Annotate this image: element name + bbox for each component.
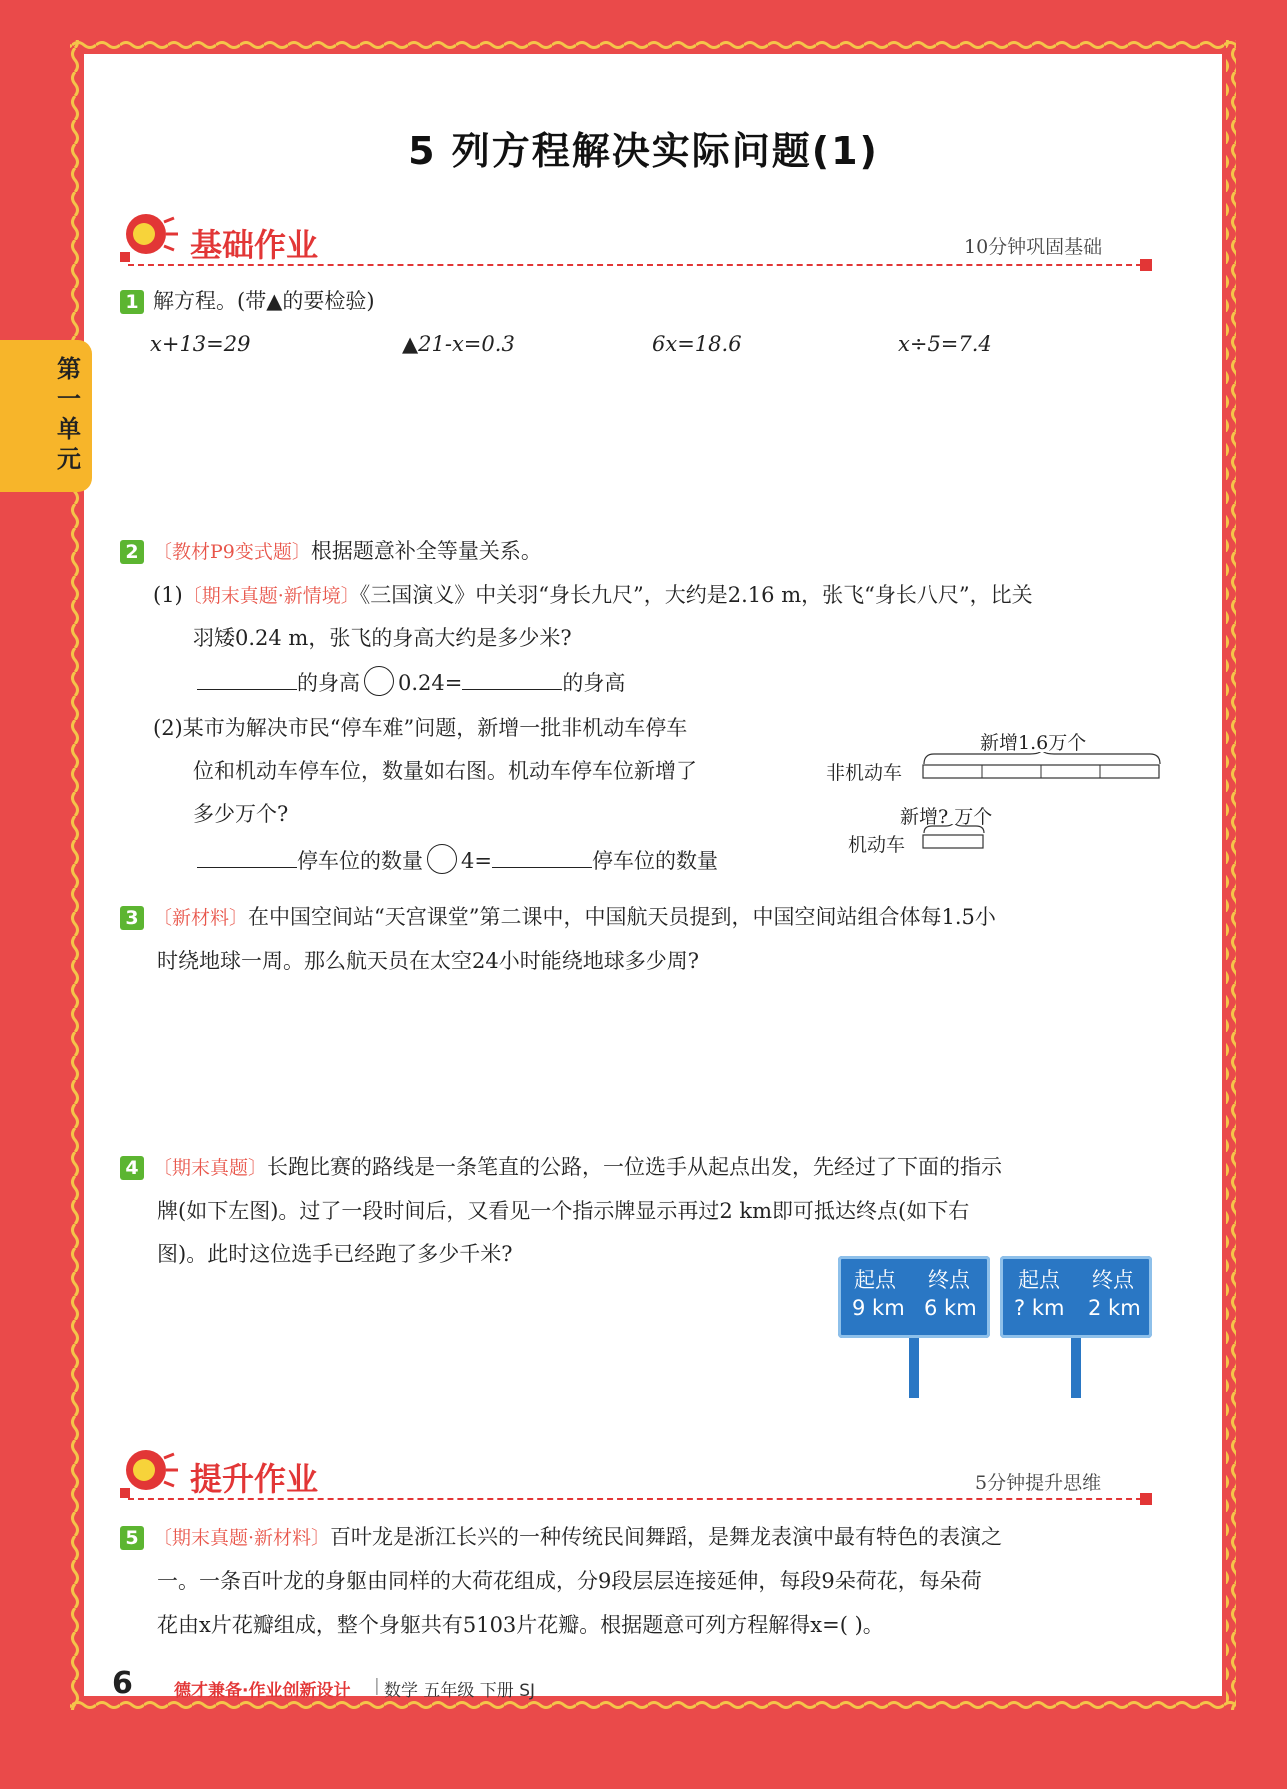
q1-equation-4: x÷5=7.4: [898, 332, 992, 356]
q3-tag: 〔新材料〕: [153, 907, 249, 929]
q4-line2: 牌(如下左图)。过了一段时间后，又看见一个指示牌显示再过2 km即可抵达终点(如下右: [157, 1199, 970, 1223]
q3-line1: 在中国空间站“天宫课堂”第二课中，中国航天员提到，中国空间站组合体每1.5小: [248, 905, 996, 929]
q1-equation-1: x+13=29: [150, 332, 251, 356]
q2-p2-line3: 多少万个?: [193, 802, 289, 826]
blank[interactable]: [197, 667, 297, 690]
q1-prompt: 解方程。(带▲的要检验): [153, 289, 375, 313]
q4-line1: 长跑比赛的路线是一条笔直的公路，一位选手从起点出发，先经过了下面的指示: [267, 1155, 1003, 1179]
sign-right-post: [1071, 1338, 1081, 1398]
sign-right-start-value: ? km: [1014, 1296, 1065, 1320]
diagram-row2-label: 机动车: [848, 834, 906, 856]
q2-p2-line2: 位和机动车停车位，数量如右图。机动车停车位新增了: [193, 759, 697, 783]
question-number-3: 3: [120, 906, 144, 930]
question-number-2: 2: [120, 540, 144, 564]
operator-circle[interactable]: [427, 844, 457, 874]
unit-tab-label: 第一单元: [57, 355, 81, 473]
sign-left-end: 终点: [928, 1268, 970, 1292]
q5-tag: 〔期末真题·新材料〕: [153, 1527, 331, 1549]
section-advanced-divider: [128, 1498, 1152, 1500]
q5-line3: 花由x片花瓣组成，整个身躯共有5103片花瓣。根据题意可列方程解得x=( )。: [157, 1613, 884, 1637]
q2-p1-tag: 〔期末真题·新情境〕: [182, 585, 360, 607]
bar-motor: [922, 834, 986, 850]
sign-right-end-value: 2 km: [1088, 1296, 1141, 1320]
q2-p1-line1: 《三国演义》中关羽“身长九尺”，大约是2.16 m，张飞“身长八尺”，比关: [359, 583, 1033, 607]
diagram-row2-top-label: 新增? 万个: [900, 806, 993, 828]
sign-left-post: [909, 1338, 919, 1398]
q5-line2: 一。一条百叶龙的身躯由同样的大荷花组成，分9段层层连接延伸，每段9朵荷花，每朵荷: [157, 1569, 982, 1593]
megaphone-icon: [118, 208, 182, 264]
q3-line2: 时绕地球一周。那么航天员在太空24小时能绕地球多少周?: [157, 949, 699, 973]
bar-non-motor: [922, 764, 1162, 780]
footer-separator: |: [374, 1676, 380, 1696]
question-number-1: 1: [120, 290, 144, 314]
divider-end-marker: [1140, 259, 1152, 271]
q2-prompt: 根据题意补全等量关系。: [310, 539, 542, 563]
footer-brand: 德才兼备·作业创新设计: [174, 1681, 351, 1701]
q1-equation-2: ▲21-x=0.3: [402, 332, 515, 356]
sign-left-start-value: 9 km: [852, 1296, 905, 1320]
operator-circle[interactable]: [364, 666, 394, 696]
q2-tag: 〔教材P9变式题〕: [153, 541, 311, 563]
q2-p2-line1: (2)某市为解决市民“停车难”问题，新增一批非机动车停车: [153, 716, 688, 740]
page-number: 6: [112, 1666, 133, 1701]
q5-line1: 百叶龙是浙江长兴的一种传统民间舞蹈，是舞龙表演中最有特色的表演之: [330, 1525, 1003, 1549]
unit-tab: [0, 340, 92, 492]
section-advanced-title: 提升作业: [190, 1460, 319, 1498]
section-advanced-note: 5分钟提升思维: [975, 1472, 1102, 1494]
blank[interactable]: [462, 667, 562, 690]
sign-right-start: 起点: [1018, 1268, 1060, 1292]
question-number-4: 4: [120, 1156, 144, 1180]
diagram-row1-label: 非机动车: [826, 762, 903, 784]
section-basic-title: 基础作业: [190, 226, 319, 264]
megaphone-icon: [118, 1444, 182, 1500]
sign-left: [838, 1256, 990, 1338]
question-number-5: 5: [120, 1526, 144, 1550]
q4-tag: 〔期末真题〕: [153, 1157, 268, 1179]
q2-p2-fill: 停车位的数量 4= 停车位的数量: [197, 840, 718, 883]
divider-end-marker: [1140, 1493, 1152, 1505]
section-basic-note: 10分钟巩固基础: [964, 236, 1103, 258]
page-title: 5 列方程解决实际问题(1): [408, 129, 879, 173]
blank[interactable]: [492, 845, 592, 868]
section-basic-divider: [128, 264, 1152, 266]
q4-line3: 图)。此时这位选手已经跑了多少千米?: [157, 1242, 513, 1266]
q1-equation-3: 6x=18.6: [652, 332, 742, 356]
q2-p1-fill: 的身高 0.24= 的身高: [197, 662, 625, 705]
q2-p1-line2: 羽矮0.24 m，张飞的身高大约是多少米?: [193, 626, 572, 650]
sign-right: [1000, 1256, 1152, 1338]
sign-right-end: 终点: [1092, 1268, 1134, 1292]
blank[interactable]: [197, 845, 297, 868]
sign-left-end-value: 6 km: [924, 1296, 977, 1320]
brace-bottom: [922, 824, 986, 834]
sign-left-start: 起点: [854, 1268, 896, 1292]
footer-meta: 数学 五年级 下册 SJ: [384, 1681, 536, 1701]
diagram-top-label: 新增1.6万个: [980, 732, 1087, 754]
